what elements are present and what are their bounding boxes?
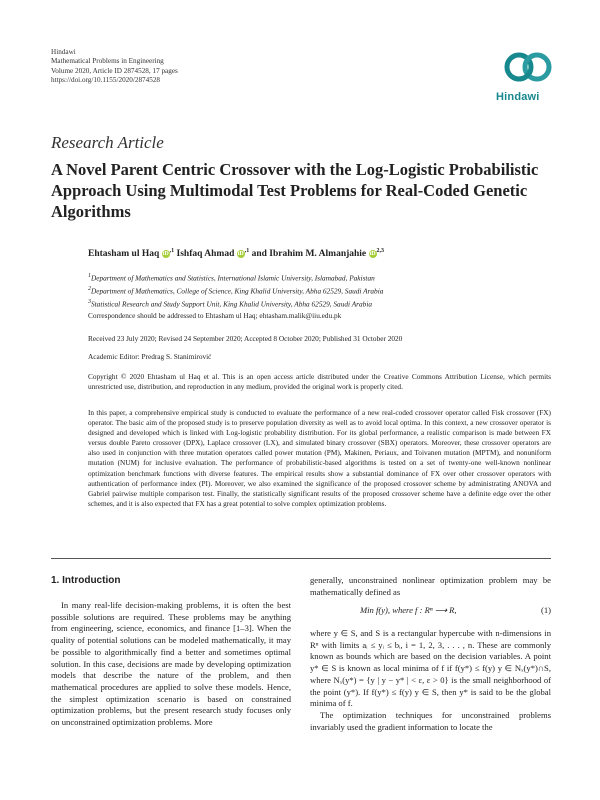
academic-editor: Academic Editor: Predrag S. Stanimirović [88,352,212,361]
affiliation: $^1$Department of Mathematics and Statistics, International Islamic University, Islamabad, Pakistan [88,273,375,283]
author-affil-sup: 2,3 [376,248,385,254]
orcid-icon[interactable]: iD [162,250,169,257]
divider [51,558,551,559]
paragraph: The optimization techniques for unconstrained problems invariably used the gradient information to locate the [310,709,551,732]
paragraph: where y ∈ S, and S is a rectangular hypercube with n-dimensions in Rⁿ with limits aᵢ ≤ yᵢ ≤ bᵢ, i = 1, 2, 3, . . . , n. These are commonly known as bounds which are based on the decision variables. A point y* ∈ S is known as local minima of f if f(y*) ≤ f(y) y ∈ Nₓ(y*)∩S, where Nₓ(y*) = {y | y − y* | < ε, ε > 0} is the small neighborhood of the point (y*). If f(y*) ≤ f(y) y ∈ S, then y* is said to be the global minima of f. [310,628,551,709]
author-name[interactable]: Ehtasham ul Haq [88,249,160,260]
abstract: In this paper, a comprehensive empirical study is conducted to evaluate the performance of a new real-coded crossover operator called Fisk crossover (FX) operator. The basic aim of the proposed study is to preserve population diversity as well as to avoid local optima. In this context, a new crossover operator is designed and developed which is linked with Log-logistic probability distribution. For its global performance, a realistic comparison is made between FX versus double Pareto crossover (DPX), Laplace crossover (LX), and simulated binary crossover (SBX) operators. Moreover, these crossover operators are also used in conjunction with three mutation operators called power mutation (PM), Makinen, Periaux, and Toivanen mutation (MPTM), and nonuniform mutation (NUM) for inclusive evaluation. The performance of probabilistic-based algorithms is tested on a set of twenty-one well-known nonlinear optimization benchmark functions with diverse features. The empirical results show a substantial dominance of FX over other crossover operators with authentication of performance index (PI). Moreover, we also examined the significance of the proposed crossover scheme by administrating ANOVA and Gabriel pairwise multiple comparison test. Finally, the statistically significant results of the proposed crossover scheme have a definite edge over the other schemes, and it is also expected that FX has a great potential to solve complex optimization problems. [88,408,551,508]
left-column [51,600,291,729]
affiliation: $^3$Statistical Research and Study Support Unit, King Khalid University, Abha 62529, Saudi Arabia [88,299,372,309]
equation-number: (1) [540,605,551,615]
journal-meta [51,48,178,86]
volume-line: Volume 2020, Article ID 2874528, 17 pages [51,66,178,75]
equation [360,605,551,616]
orcid-icon[interactable]: iD [369,250,376,257]
author-affil-sup: 1 [171,248,175,254]
publisher-name: Hindawi [51,48,76,56]
copyright-notice: Copyright © 2020 Ehtasham ul Haq et al. This is an open access article distributed under the Creative Commons Attribution License, which permits unrestricted use, distribution, and reproduction in any medium, provided the original work is properly cited. [88,372,551,392]
logo-wordmark: Hindawi [496,91,540,103]
correspondence: Correspondence should be addressed to Ehtasham ul Haq; ehtasham.malik@iiu.edu.pk [88,311,342,320]
dates: Received 23 July 2020; Revised 24 September 2020; Accepted 8 October 2020; Published 31 October 2020 [88,334,403,343]
author-name[interactable]: Ishfaq Ahmad [176,249,235,260]
article-type: Research Article [51,133,164,152]
journal-name: Mathematical Problems in Engineering [51,57,164,66]
affiliations [88,271,383,311]
doi-link[interactable]: https://doi.org/10.1155/2020/2874528 [51,76,161,85]
section-heading: 1. Introduction [51,575,121,586]
author-list: Ehtasham ul Haq $iD^{,1}$ Ishfaq Ahmad $iD^{,1}$ and Ibrahim M. Almanjahie iD$^{2,3}$ [88,248,385,260]
author-affil-sup: 1 [246,248,250,254]
equation-body: Min f(y), where f : Rⁿ ⟶ R, [360,605,457,615]
paragraph: In many real-life decision-making problems, it is often the best possible solutions are required. These problems may be anything from engineering, science, economics, and finance [1–3]. When the quality of potential solutions can be modeled mathematically, it may be possible to algorithmically find a better and sometimes optimal solution. In this case, decisions are made by developing optimization models that describe the nature of the problem, and then mathematical procedures are applied to solve these models. Hence, the simplest optimization scenario is based on constrained optimization problems, but the present research study focuses only on unconstrained optimization problems. More [51,600,291,728]
orcid-icon[interactable]: iD [237,250,244,257]
author-name[interactable]: and Ibrahim M. Almanjahie [251,249,367,260]
paper-title: A Novel Parent Centric Crossover with the Log-Logistic Probabilistic Approach Using Multimodal Test Problems for Real-Coded Genetic Algorithms [51,160,539,221]
right-column-intro [310,575,551,598]
paragraph: generally, unconstrained nonlinear optimization problem may be mathematically defined as [310,575,551,597]
right-column [310,628,551,733]
affiliation: $^2$Department of Mathematics, College of Science, King Khalid University, Abha 62529, Saudi Arabia [88,286,384,296]
